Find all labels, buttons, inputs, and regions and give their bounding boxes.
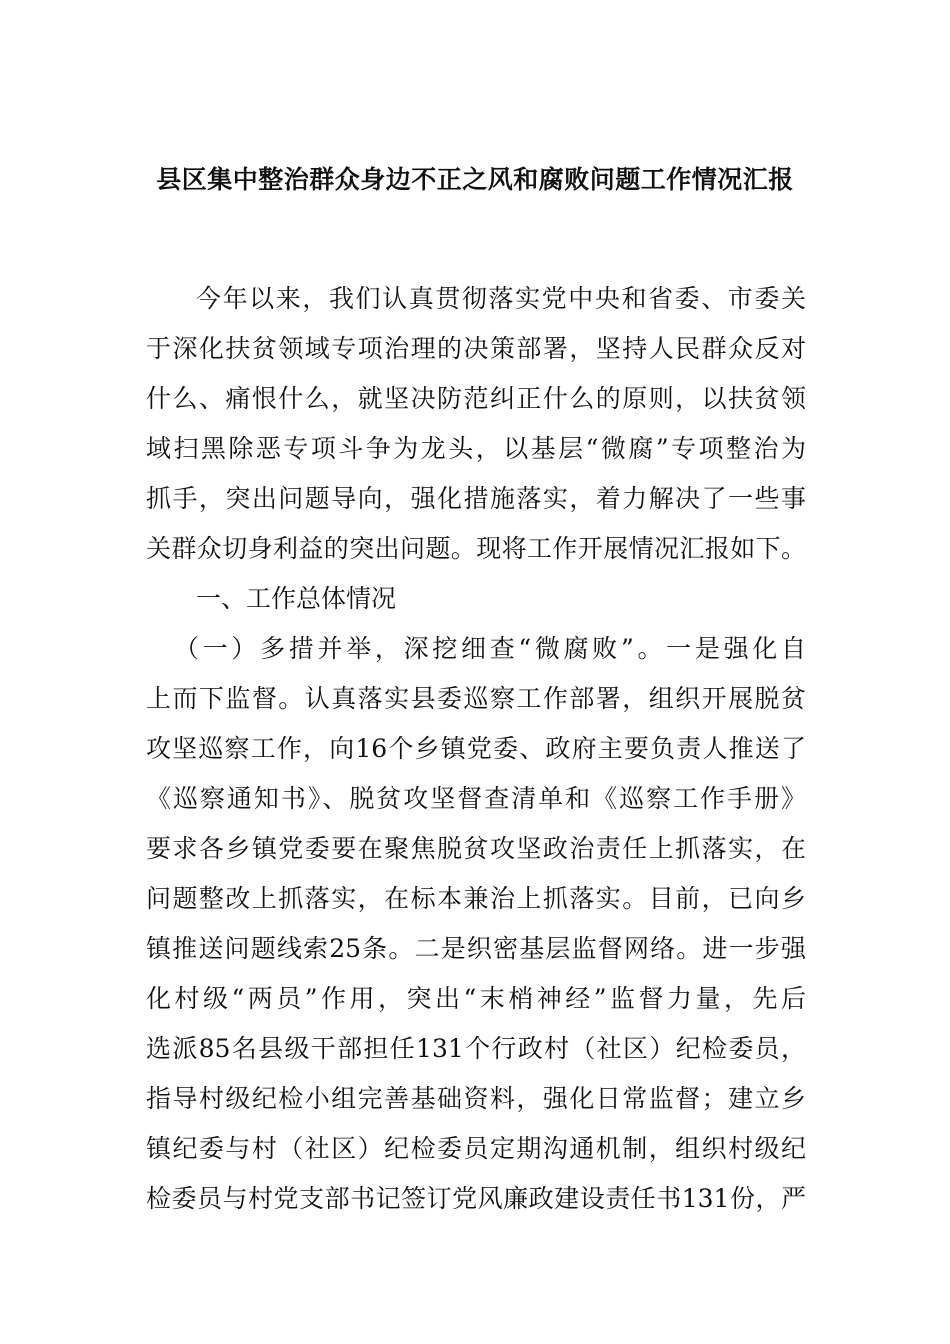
paragraph-line: 镇纪委与村（社区）纪检委员定期沟通机制，组织村级纪 (146, 1134, 806, 1163)
paragraph-line: 要求各乡镇党委要在聚焦脱贫攻坚政治责任上抓落实，在 (146, 834, 806, 863)
paragraph-line: 化村级“两员”作用，突出“末梢神经”监督力量，先后 (146, 984, 806, 1013)
paragraph-line: （一）多措并举，深挖细查“微腐败”。一是强化自 (174, 634, 806, 663)
paragraph-line: 《巡察通知书》、脱贫攻坚督查清单和《巡察工作手册》 (146, 784, 806, 813)
paragraph-line: 镇推送问题线索25条。二是织密基层监督网络。进一步强 (146, 934, 806, 963)
paragraph-line: 指导村级纪检小组完善基础资料，强化日常监督；建立乡 (146, 1084, 806, 1113)
document-title: 县区集中整治群众身边不正之风和腐败问题工作情况汇报 (156, 165, 794, 194)
paragraph-line: 攻坚巡察工作，向16个乡镇党委、政府主要负责人推送了 (146, 734, 806, 763)
document-body (146, 274, 806, 1224)
paragraph-line: 上而下监督。认真落实县委巡察工作部署，组织开展脱贫 (146, 684, 806, 713)
paragraph-line: 选派85名县级干部担任131个行政村（社区）纪检委员， (146, 1034, 806, 1063)
paragraph-line: 问题整改上抓落实，在标本兼治上抓落实。目前，已向乡 (146, 884, 806, 913)
paragraph-line: 于深化扶贫领域专项治理的决策部署，坚持人民群众反对 (146, 334, 806, 363)
paragraph-line: 检委员与村党支部书记签订党风廉政建设责任书131份，严 (146, 1184, 806, 1213)
paragraph-line: 今年以来，我们认真贯彻落实党中央和省委、市委关 (196, 284, 806, 313)
section-heading: 一、工作总体情况 (196, 584, 397, 613)
paragraph-line: 域扫黑除恶专项斗争为龙头，以基层“微腐”专项整治为 (146, 434, 806, 463)
paragraph-line: 抓手，突出问题导向，强化措施落实，着力解决了一些事 (146, 484, 806, 513)
paragraph-line: 关群众切身利益的突出问题。现将工作开展情况汇报如下。 (146, 534, 806, 563)
paragraph-line: 什么、痛恨什么，就坚决防范纠正什么的原则，以扶贫领 (146, 384, 806, 413)
